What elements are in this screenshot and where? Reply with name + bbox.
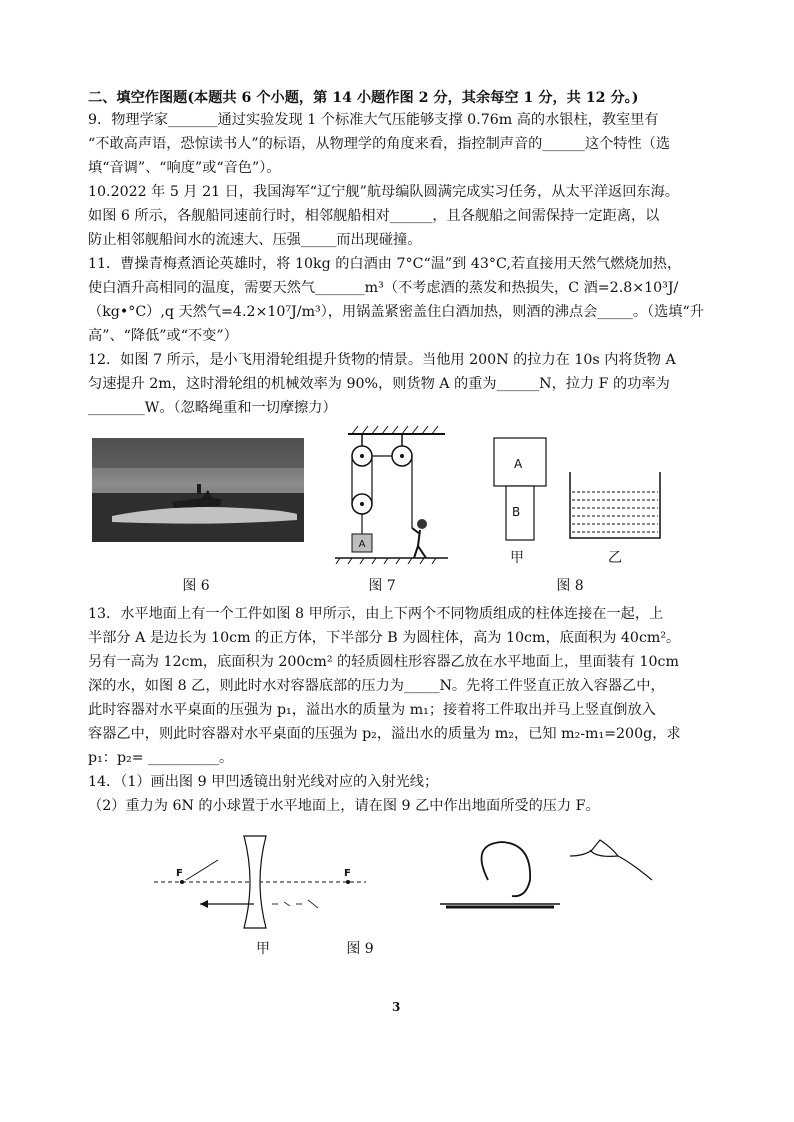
q11-line-2: 使白酒升高相同的温度，需要天然气_______m³（不考虑酒的蒸发和热损失，C 酒=2.8×10³J/ xyxy=(88,280,679,296)
q13-line-3: 另有一高为 12cm，底面积为 200cm² 的轻质圆柱形容器乙放在水平地面上，里面装有 10cm xyxy=(88,654,679,670)
fig9-caption: 图 9 xyxy=(346,941,374,957)
q9-line-3: 填“音调”、“响度”或“音色”）。 xyxy=(88,160,281,176)
q11-line-4: 高”、“降低”或“不变”） xyxy=(88,328,238,344)
fig8-jia-workpiece xyxy=(492,436,552,548)
q13-line-7: p₁：p₂= __________。 xyxy=(88,750,234,766)
q12-line-3: ________W。（忽略绳重和一切摩擦力） xyxy=(88,400,337,416)
q14-line-2: （2）重力为 6N 的小球置于水平地面上，请在图 9 乙中作出地面所受的压力 F。 xyxy=(88,798,600,814)
q10-line-2: 如图 6 所示，各舰船同速前行时，相邻舰船相对______，且各舰船之间需保持一定距离，以 xyxy=(88,208,660,224)
q13-line-4: 深的水，如图 8 乙，则此时水对容器底部的压力为_____N。先将工件竖直正放入容器乙中， xyxy=(88,678,665,694)
fig6-photo xyxy=(92,438,304,542)
q13-line-5: 此时容器对水平桌面的压强为 p₁，溢出水的质量为 m₁；接着将工件取出并马上竖直倒放入 xyxy=(88,702,656,718)
page-number: 3 xyxy=(392,1000,401,1014)
q10-line-3: 防止相邻舰船间水的流速大、压强_____而出现碰撞。 xyxy=(88,232,422,248)
fig8-block-b-label: B xyxy=(512,505,521,519)
fig6-caption: 图 6 xyxy=(182,578,210,594)
fig8-yi-container xyxy=(566,470,666,542)
fig9-jia-label: 甲 xyxy=(256,941,270,957)
q9-line-1: 9．物理学家_______通过实验发现 1 个标准大气压能够支撑 0.76m 高的水银柱，教室里有 xyxy=(88,112,659,128)
fig9-focus-right-label: F xyxy=(344,868,351,879)
q11-line-3: （kg•°C）,q 天然气=4.2×10⁷J/m³），用锅盖紧密盖住白酒加热，则酒的沸点会_____。（选填“升 xyxy=(88,304,704,320)
q12-line-2: 匀速提升 2m，这时滑轮组的机械效率为 90%，则货物 A 的重为______N，拉力 F 的功率为 xyxy=(88,376,670,392)
q13-line-6: 容器乙中，则此时容器对水平桌面的压强为 p₂，溢出水的质量为 m₂，已知 m₂-m₁=200g，求 xyxy=(88,726,681,742)
fig7-block-label: A xyxy=(358,539,366,550)
fig8-jia-label: 甲 xyxy=(510,550,524,566)
q10-line-1: 10.2022 年 5 月 21 日，我国海军“辽宁舰”航母编队圆满完成实习任务，从太平洋返回东海。 xyxy=(88,184,679,200)
q11-line-1: 11．曹操青梅煮酒论英雄时，将 10kg 的白酒由 7°C“温”到 43°C,若直接用天然气燃烧加热， xyxy=(88,256,682,272)
section-title: 二、填空作图题(本题共 6 个小题，第 14 小题作图 2 分，其余每空 1 分，共 12 分。) xyxy=(88,90,639,106)
fig8-block-a-label: A xyxy=(514,457,523,471)
q9-line-2: “不敢高声语，恐惊读书人”的标语，从物理学的角度来看，指控制声音的______这个特性（选 xyxy=(88,136,671,152)
q13-line-1: 13．水平地面上有一个工件如图 8 甲所示，由上下两个不同物质组成的柱体连接在一起，上 xyxy=(88,606,664,622)
fig8-caption: 图 8 xyxy=(556,578,584,594)
fig9-focus-left-label: F xyxy=(176,868,183,879)
q12-line-1: 12．如图 7 所示，是小飞用滑轮组提升货物的情景。当他用 200N 的拉力在 10s 内将货物 A xyxy=(88,352,676,368)
q14-line-1: 14．（1）画出图 9 甲凹透镜出射光线对应的入射光线； xyxy=(88,774,439,790)
q13-line-2: 半部分 A 是边长为 10cm 的正方体，下半部分 B 为圆柱体，高为 10cm，底面积为 40cm²。 xyxy=(88,630,681,646)
fig9-jia-concave-lens xyxy=(150,830,370,940)
fig8-yi-label: 乙 xyxy=(608,550,622,566)
fig7-caption: 图 7 xyxy=(368,578,396,594)
fig7-pulley-diagram xyxy=(330,424,450,564)
fig9-yi-ball-sketch xyxy=(430,830,670,920)
